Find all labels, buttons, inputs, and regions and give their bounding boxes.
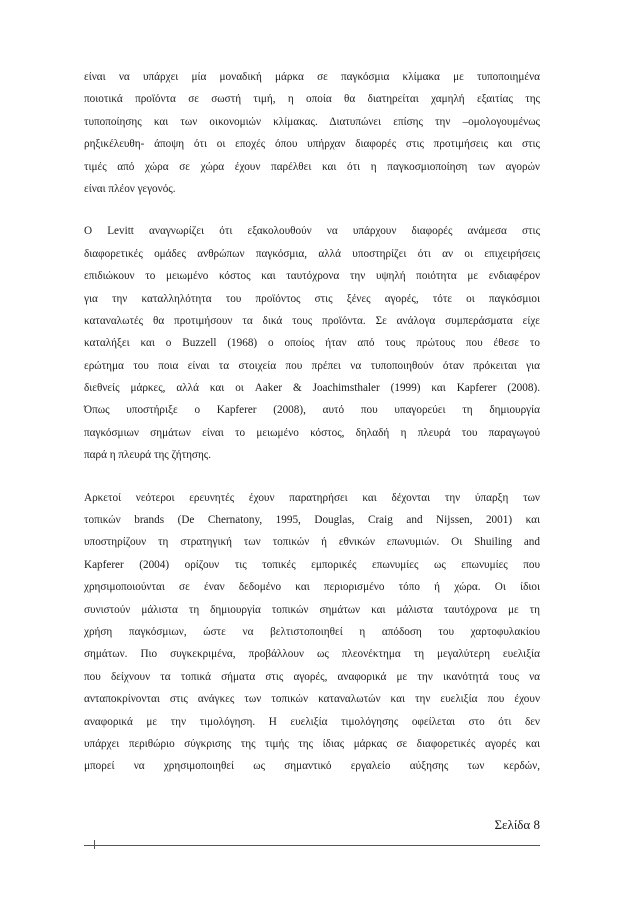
text-line: είναι να υπάρχει μία μοναδική μάρκα σε παγκόσμια κλίμακα με τυποποιημένα — [84, 71, 540, 83]
text-line: ερώτημα του ποια είναι τα στοιχεία που πρέπει να τυποποιηθούν όταν πρόκειται για — [84, 359, 540, 372]
text-line: τοπικών brands (De Chernatony, 1995, Douglas, Craig and Nijssen, 2001) και — [84, 514, 540, 527]
document-body — [84, 66, 540, 798]
footer-divider — [84, 845, 540, 846]
text-line: ρηξικέλευθη- άποψη ότι οι εποχές όπου υπήρχαν διαφορές στις προτιμήσεις και στις — [84, 138, 540, 151]
paragraph-1 — [84, 66, 540, 200]
text-line: καταλήξει και ο Buzzell (1968) ο οποίος ήταν από τους πρώτους που έθεσε το — [84, 337, 540, 350]
text-line: παγκόσμιων σημάτων είναι το μειωμένο κόστος, δηλαδή η πλευρά του παραγωγού — [84, 426, 540, 439]
text-line: χρήση παγκόσμιων, ώστε να βελτιστοποιηθεί η απόδοση του χαρτοφυλακίου — [84, 625, 540, 638]
text-line: Ο Levitt αναγνωρίζει ότι εξακολουθούν να υπάρχουν διαφορές ανάμεσα στις — [84, 225, 540, 238]
text-line: επιδιώκουν το μειωμένο κόστος και ταυτόχρονα την υψηλή ποιότητα με ενδιαφέρον — [84, 270, 540, 283]
text-line: που δείχνουν τα τοπικά σήματα στις αγορές, αναφορικά με την ικανότητά τους να — [84, 670, 540, 683]
text-line: υπάρχει περιθώριο σύγκρισης της τιμής της ίδιας μάρκας σε διαφορετικές αγορές και — [84, 737, 540, 750]
text-line: αναφορικά με την τιμολόγηση. Η ευελιξία τιμολόγησης οφείλεται στο ότι δεν — [84, 715, 540, 728]
paragraph-3 — [84, 487, 540, 778]
text-line: σημάτων. Πιο συγκεκριμένα, προβάλλουν ως πλεονέκτημα τη μεγαλύτερη ευελιξία — [84, 648, 540, 661]
text-line: συνιστούν μάλιστα τη δημιουργία τοπικών σημάτων και μάλιστα ταυτόχρονα με τη — [84, 603, 540, 616]
page-number: Σελίδα 8 — [494, 817, 540, 832]
text-line: μπορεί να χρησιμοποιηθεί ως σημαντικό εργαλείο αύξησης των κερδών, — [84, 760, 540, 773]
text-line: ανταποκρίνονται στις ανάγκες των τοπικών καταναλωτών και την ευελιξία που έχουν — [84, 693, 540, 706]
text-line: τυποποίησης και των οικονομιών κλίμακας. Διατυπώνει επίσης την –ομολογουμένως — [84, 115, 540, 128]
page-footer — [84, 816, 540, 856]
text-line: Όπως υποστήριξε ο Kapferer (2008), αυτό που υπαγορεύει τη δημιουργία — [84, 404, 540, 417]
text-line: παρά η πλευρά της ζήτησης. — [84, 449, 212, 462]
paragraph-2 — [84, 220, 540, 466]
text-line: είναι πλέον γεγονός. — [84, 182, 176, 195]
text-line: ποιοτικά προϊόντα σε σωστή τιμή, η οποία θα διατηρείται χαμηλή εξαιτίας της — [84, 93, 540, 106]
text-line: υποστηρίζουν τη στρατηγική των τοπικών ή εθνικών επωνυμιών. Οι Shuiling and — [84, 536, 540, 549]
text-line: χρησιμοποιούνται σε έναν δεδομένο και περιορισμένο τόπο ή χώρα. Οι ίδιοι — [84, 581, 540, 594]
text-line: καταναλωτές θα προτιμήσουν τα δικά τους προϊόντα. Σε ανάλογα συμπεράσματα είχε — [84, 314, 540, 327]
text-line: Kapferer (2004) ορίζουν τις τοπικές εμπορικές επωνυμίες ως επωνυμίες που — [84, 558, 540, 571]
text-line: Αρκετοί νεότεροι ερευνητές έχουν παρατηρήσει και δέχονται την ύπαρξη των — [84, 491, 540, 504]
text-line: για την καταλληλότητα του προϊόντος στις ξένες αγορές, τότε οι παγκόσμιοι — [84, 292, 540, 305]
text-line: τιμές από χώρα σε χώρα έχουν παρέλθει και ότι η παγκοσμιοποίηση των αγορών — [84, 160, 540, 173]
text-line: διεθνείς μάρκες, αλλά και οι Aaker & Joachimsthaler (1999) και Kapferer (2008). — [84, 382, 540, 395]
text-line: διαφορετικές ομάδες ανθρώπων παγκόσμια, αλλά υποστηρίζει ότι αν οι επιχειρήσεις — [84, 247, 540, 260]
